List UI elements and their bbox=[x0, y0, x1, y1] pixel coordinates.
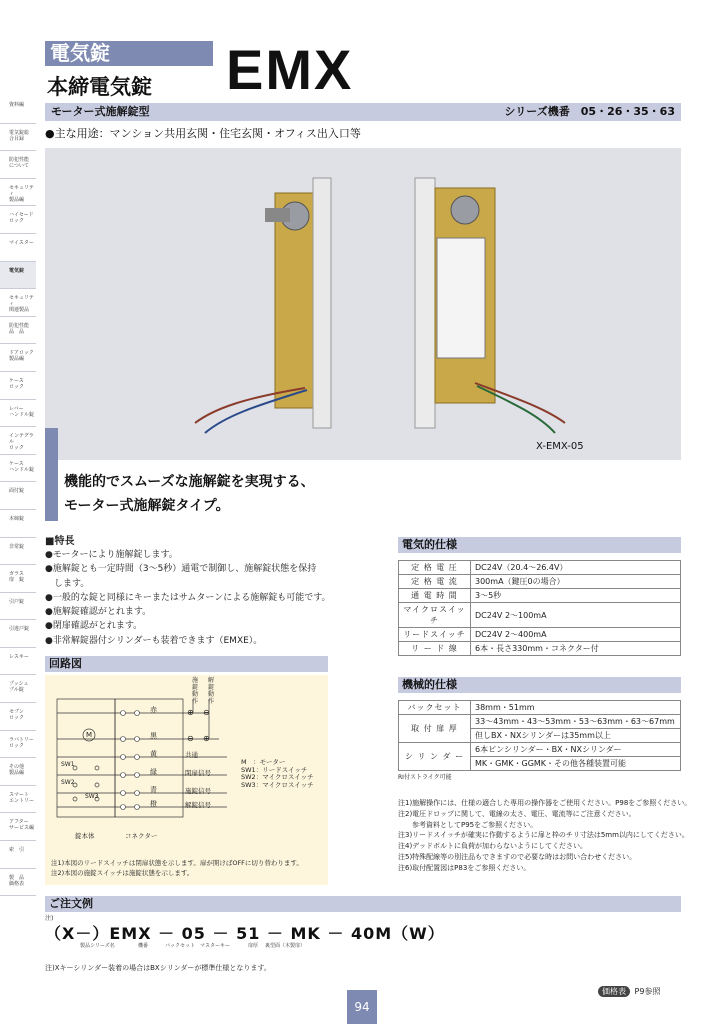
mech-note-line: 注4)デッドボルトに負荷が加わらないようにしてください。 bbox=[398, 842, 588, 851]
feature-item: ●一般的な錠と同様にキーまたはサムターンによる施解錠も可能です。 bbox=[45, 592, 331, 603]
category-label: 電気錠 bbox=[50, 41, 110, 65]
sidebar-item[interactable]: 電気錠 bbox=[0, 262, 36, 290]
spec-key: シ リ ン ダ ー bbox=[399, 743, 471, 771]
feature-item: ●閉扉確認がとれます。 bbox=[45, 621, 143, 632]
switch-label: SW1 bbox=[61, 761, 75, 768]
mechanical-heading: 機械的仕様 bbox=[398, 677, 681, 693]
table-row bbox=[399, 642, 681, 656]
sidebar-item[interactable]: ハイセード ロック bbox=[0, 206, 36, 234]
page-number: 94 bbox=[347, 990, 377, 1024]
wire-color: 黒 bbox=[150, 732, 157, 740]
photo-caption: X-EMX-05 bbox=[536, 441, 584, 452]
price-badge: 価格表 bbox=[598, 986, 630, 997]
sign-plus-lock: ⊕ bbox=[187, 708, 194, 717]
spec-value: 6本ピンシリンダー・BX・NXシリンダー bbox=[471, 743, 681, 757]
tagline bbox=[64, 470, 315, 518]
spec-key: リードスイッチ bbox=[399, 628, 471, 642]
table-row bbox=[399, 603, 681, 628]
spec-value: DC24V 2～400mA bbox=[471, 628, 681, 642]
price-reference[interactable] bbox=[598, 986, 660, 997]
signal-label: 閉扉信号 bbox=[185, 769, 211, 777]
wire-color: 橙 bbox=[150, 800, 157, 808]
order-code: （X－）EMX － 05 － 51 － MK － 40M（W） bbox=[45, 924, 445, 943]
product-subtitle: 本締電気錠 bbox=[47, 75, 152, 99]
table-row bbox=[399, 561, 681, 575]
spec-value: 6本・長さ330mm・コネクター付 bbox=[471, 642, 681, 656]
strike-note: RI付ストライク可能 bbox=[398, 774, 452, 781]
feature-item: ●非常解錠器付シリンダーも装着できます（EMXE）。 bbox=[45, 635, 263, 646]
signal-label: 解錠信号 bbox=[185, 801, 211, 809]
spec-key: 定 格 電 圧 bbox=[399, 561, 471, 575]
circuit-legend bbox=[241, 759, 314, 789]
model-title: EMX bbox=[226, 38, 354, 101]
spec-key: 通 電 時 間 bbox=[399, 589, 471, 603]
sidebar-item[interactable]: スマート エントリー bbox=[0, 786, 36, 814]
wire-color: 赤 bbox=[150, 706, 157, 714]
spec-value: DC24V（20.4～26.4V） bbox=[471, 561, 681, 575]
tagline-line-2: モーター式施解錠タイプ。 bbox=[64, 498, 230, 514]
body-label: 錠本体 bbox=[75, 832, 95, 840]
series-bar bbox=[45, 103, 681, 121]
motor-symbol: M bbox=[86, 731, 93, 739]
sidebar-item[interactable]: その他 製品編 bbox=[0, 758, 36, 786]
circuit-notes bbox=[51, 858, 303, 878]
table-row bbox=[399, 743, 681, 757]
sidebar-item[interactable]: ドアロック 製品編 bbox=[0, 344, 36, 372]
switch-label: SW3 bbox=[85, 793, 99, 800]
order-label: 機番 bbox=[138, 943, 149, 949]
mech-note-line: 参考資料としてP95をご参照ください。 bbox=[398, 820, 538, 829]
order-label: 裏型面（木製扉） bbox=[265, 943, 306, 949]
feature-item: ●施解錠とも一定時間（3～5秒）通電で制御し、施解錠状態を保持 bbox=[45, 564, 317, 575]
order-note: 注)Xキーシリンダー装着の場合はBXシリンダーが標準仕様となります。 bbox=[45, 964, 271, 972]
mech-note-line: 注1)施解操作には、仕様の適合した専用の操作器をご使用ください。P98をご参照ください。 bbox=[398, 799, 692, 807]
sidebar-item[interactable]: 防犯性能 について bbox=[0, 151, 36, 179]
legend-line: SW3：マイクロスイッチ bbox=[241, 780, 314, 789]
electrical-heading: 電気的仕様 bbox=[398, 537, 681, 553]
sign-minus-lock: ⊖ bbox=[187, 734, 194, 743]
electrical-table bbox=[398, 560, 681, 656]
circuit-note-line: 注2)本図の施錠スイッチは施錠状態を示します。 bbox=[51, 869, 194, 877]
features-heading: ■特長 bbox=[45, 536, 75, 547]
sidebar-item[interactable]: 本締錠 bbox=[0, 510, 36, 538]
wire-color: 黄 bbox=[150, 750, 157, 758]
mech-note-line: 注3)リードスイッチが確実に作動するように扉と枠のチリ寸法は5mm以内にしてください。 bbox=[398, 831, 689, 840]
type-label: モーター式施解錠型 bbox=[51, 105, 150, 118]
order-label: 製品シリーズ名 bbox=[80, 943, 115, 949]
legend-line: M ：モーター bbox=[241, 758, 286, 766]
mech-note-line: 注6)取付配置図はP83をご参照ください。 bbox=[398, 863, 531, 872]
legend-line: SW2：マイクロスイッチ bbox=[241, 773, 314, 781]
spec-key: リ ー ド 線 bbox=[399, 642, 471, 656]
sidebar-item[interactable]: プッシュ プル錠 bbox=[0, 675, 36, 703]
sidebar-item[interactable]: ケース ロック bbox=[0, 372, 36, 400]
sidebar-item[interactable]: アフター サービス編 bbox=[0, 813, 36, 841]
sidebar-item[interactable]: ケース ハンドル錠 bbox=[0, 455, 36, 483]
tagline-accent bbox=[45, 428, 58, 521]
sidebar-item[interactable]: 引違戸錠 bbox=[0, 620, 36, 648]
sign-minus-unlock: ⊖ bbox=[203, 708, 210, 717]
feature-item: ●モーターにより施解錠します。 bbox=[45, 550, 178, 560]
sidebar-item[interactable]: 製 品 価格表 bbox=[0, 869, 36, 897]
spec-value: 38mm・51mm bbox=[471, 701, 681, 715]
legend-line: SW1：リードスイッチ bbox=[241, 765, 308, 774]
spec-value: 但しBX・NXシリンダーは35mm以上 bbox=[471, 729, 681, 743]
sidebar-item[interactable]: セキュリティ 製品編 bbox=[0, 179, 36, 207]
sign-plus-unlock: ⊕ bbox=[203, 734, 210, 743]
switch-label: SW2 bbox=[61, 779, 75, 786]
mech-note-line: 注2)電圧ドロップに関して、電線の太さ、電圧、電流等にご注意ください。 bbox=[398, 809, 636, 818]
signal-label: 施錠信号 bbox=[185, 787, 211, 795]
sidebar-item[interactable]: 資料編 bbox=[0, 96, 36, 124]
table-row bbox=[399, 628, 681, 642]
mech-note-line: 注5)特殊配線等の別注品もできますので必要な時はお問い合わせください。 bbox=[398, 852, 637, 861]
spec-value: 33～43mm・43～53mm・53～63mm・63～67mm bbox=[471, 715, 681, 729]
sidebar bbox=[0, 96, 36, 896]
sidebar-item[interactable]: 防犯性能 品 品 bbox=[0, 317, 36, 345]
spec-value: MK・GMK・GGMK・その他各種装置可能 bbox=[471, 757, 681, 771]
sidebar-item[interactable]: レスキー bbox=[0, 648, 36, 676]
order-heading: ご注文例 bbox=[45, 896, 681, 912]
table-row bbox=[399, 701, 681, 715]
price-page: P9参照 bbox=[634, 987, 661, 996]
order-label: マスターキー bbox=[200, 943, 231, 949]
connector-label: コネクター bbox=[125, 832, 158, 840]
spec-key: バックセット bbox=[399, 701, 471, 715]
circuit-diagram bbox=[45, 675, 328, 885]
sidebar-item[interactable]: 索 引 bbox=[0, 841, 36, 869]
table-row bbox=[399, 715, 681, 729]
mechanical-notes bbox=[398, 798, 691, 874]
order-label: 扉厚 bbox=[248, 943, 259, 949]
table-row bbox=[399, 589, 681, 603]
lock-illustration bbox=[45, 148, 681, 460]
tagline-line-1: 機能的でスムーズな施解錠を実現する、 bbox=[64, 474, 315, 490]
sidebar-item[interactable]: レバー ハンドル錠 bbox=[0, 400, 36, 428]
order-prefix: 注) bbox=[45, 915, 54, 922]
spec-value: 3～5秒 bbox=[471, 589, 681, 603]
order-label: バックセット bbox=[165, 943, 196, 949]
sidebar-item[interactable]: ラバトリー ロック bbox=[0, 731, 36, 759]
signal-label: 共通 bbox=[185, 751, 198, 759]
circuit-note-line: 注1)本図のリードスイッチは閉扉状態を示します。扉が開けばOFFに切り替わります。 bbox=[51, 859, 303, 867]
spec-key: マイクロスイッチ bbox=[399, 603, 471, 628]
col-header-lock: 施錠動作 bbox=[192, 677, 199, 705]
sidebar-item[interactable]: 非常錠 bbox=[0, 538, 36, 566]
spec-value: 300mA（鍵圧0の場合） bbox=[471, 575, 681, 589]
series-numbers: シリーズ機番 05・26・35・63 bbox=[504, 105, 675, 118]
sidebar-item[interactable]: マイスター bbox=[0, 234, 36, 262]
sidebar-item[interactable]: セブン ロック bbox=[0, 703, 36, 731]
wire-color: 緑 bbox=[150, 768, 157, 776]
sidebar-item[interactable]: 面付錠 bbox=[0, 482, 36, 510]
features-list bbox=[45, 548, 390, 648]
table-row bbox=[399, 575, 681, 589]
feature-item: ●施解錠確認がとれます。 bbox=[45, 607, 152, 618]
usage-line: ●主な用途：マンション共用玄関・住宅玄関・オフィス出入口等 bbox=[45, 127, 361, 140]
mechanical-table bbox=[398, 700, 681, 771]
spec-key: 定 格 電 流 bbox=[399, 575, 471, 589]
spec-key: 取 付 扉 厚 bbox=[399, 715, 471, 743]
col-header-unlock: 解錠動作 bbox=[208, 677, 215, 705]
sidebar-item[interactable]: セキュリティ 関連製品 bbox=[0, 289, 36, 317]
category-band bbox=[45, 41, 213, 66]
spec-value: DC24V 2～100mA bbox=[471, 603, 681, 628]
sidebar-item[interactable]: 電気錠総 合目録 bbox=[0, 124, 36, 152]
sidebar-item[interactable]: ガラス 扉 錠 bbox=[0, 565, 36, 593]
wire-color: 青 bbox=[150, 786, 157, 794]
sidebar-item[interactable]: 引戸錠 bbox=[0, 593, 36, 621]
circuit-heading: 回路図 bbox=[45, 656, 328, 672]
feature-item: します。 bbox=[45, 578, 90, 589]
product-photo bbox=[45, 148, 681, 460]
sidebar-item[interactable]: インテグラル ロック bbox=[0, 427, 36, 455]
